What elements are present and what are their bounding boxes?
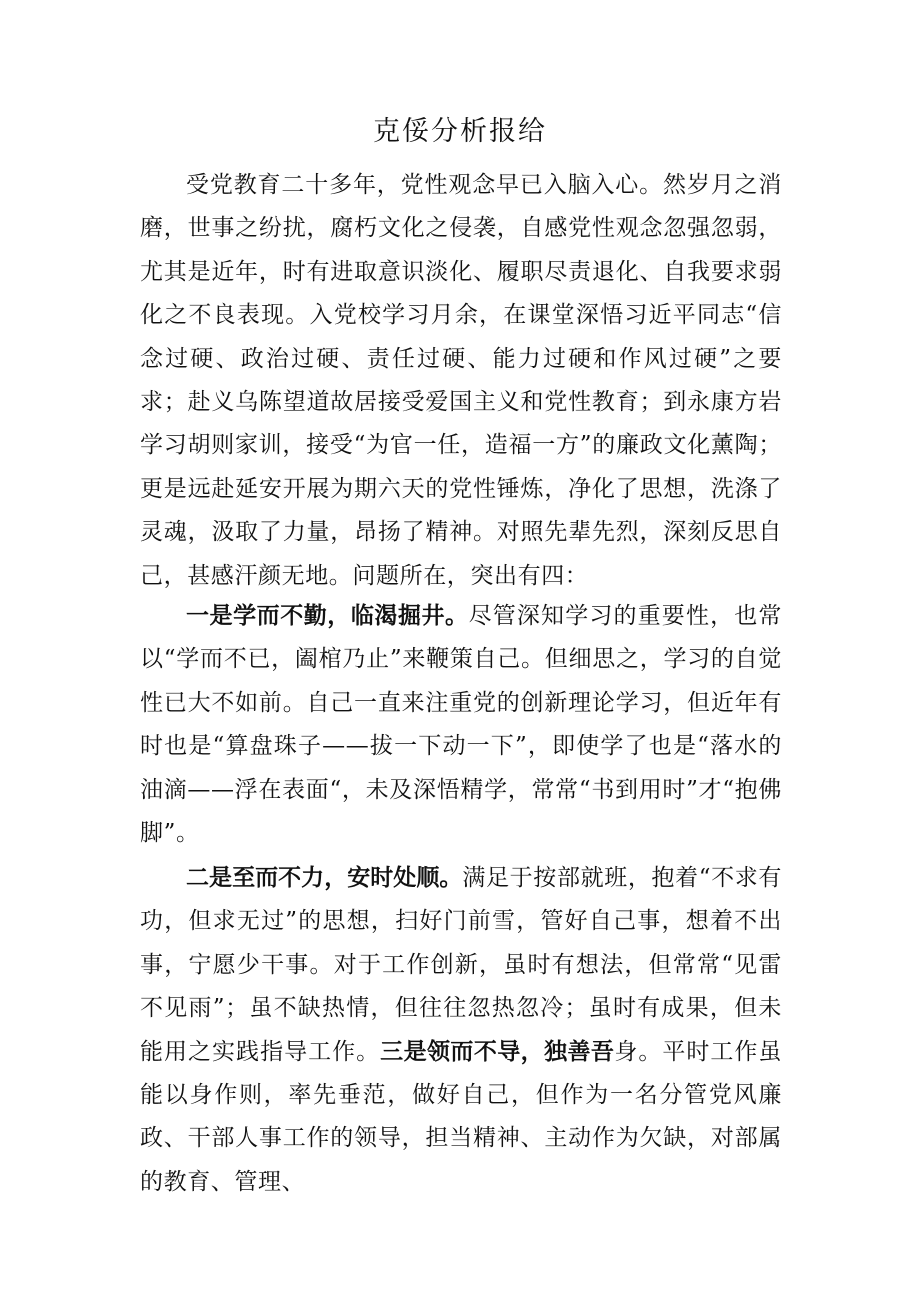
section-2-paragraph	[140, 857, 782, 1204]
section-2-text: 满足于按部就班，抱着“不求有功，但求无过”的思想，扫好门前雪，管好自己事，想着不出事，宁愿少干事。对于工作创新，虽时有想法，但常常“见雷不见雨”；虽不缺热情，但往往忽热忽冷；虽时有成果，但未能用之实践指导工作。	[140, 865, 782, 1065]
document-title: 克俀分析报给	[373, 116, 547, 147]
section-2-content	[140, 857, 782, 1204]
section-1-content	[140, 595, 782, 855]
section-1-lead: 一是学而不勤，临渴掘井。	[186, 603, 469, 629]
intro-paragraph	[140, 164, 782, 598]
intro-text: 受党教育二十多年，党性观念早已入脑入心。然岁月之消磨，世事之纷扰，腐朽文化之侵袭，自感党性观念忽强忽弱，尤其是近年，时有进取意识淡化、履职尽责退化、自我要求弱化之不良表现。入党校学习月余，在课堂深悟习近平同志“信念过硬、政治过硬、责任过硬、能力过硬和作风过硬”之要求；赴义乌陈望道故居接受爱国主义和党性教育；到永康方岩学习胡则家训，接受“为官一任，造福一方”的廉政文化薰陶；更是远赴延安开展为期六天的党性锤炼，净化了思想，洗涤了灵魂，汲取了力量，昂扬了精神。对照先辈先烈，深刻反思自己，甚感汗颜无地。问题所在，突出有四：	[140, 172, 782, 589]
section-1-text: 尽管深知学习的重要性，也常以“学而不已，阖棺乃止”来鞭策自己。但细思之，学习的自觉性已大不如前。自己一直来注重党的创新理论学习，但近年有时也是“算盘珠子——拔一下动一下”，即使学了也是“落水的油滴——浮在表面“，未及深悟精学，常常“书到用时”才“抱佛脚”。	[140, 603, 782, 847]
section-3-lead: 三是领而不导，独善吾	[380, 1038, 615, 1065]
section-1-paragraph	[140, 595, 782, 855]
section-3-text: 身。平时工作虽能以身作则，率先垂范，做好自己，但作为一名分管党风廉政、干部人事工作的领导，担当精神、主动作为欠缺，对部属的教育、管理、	[140, 1038, 783, 1195]
section-2-lead: 二是至而不力，安时处顺。	[186, 865, 463, 891]
